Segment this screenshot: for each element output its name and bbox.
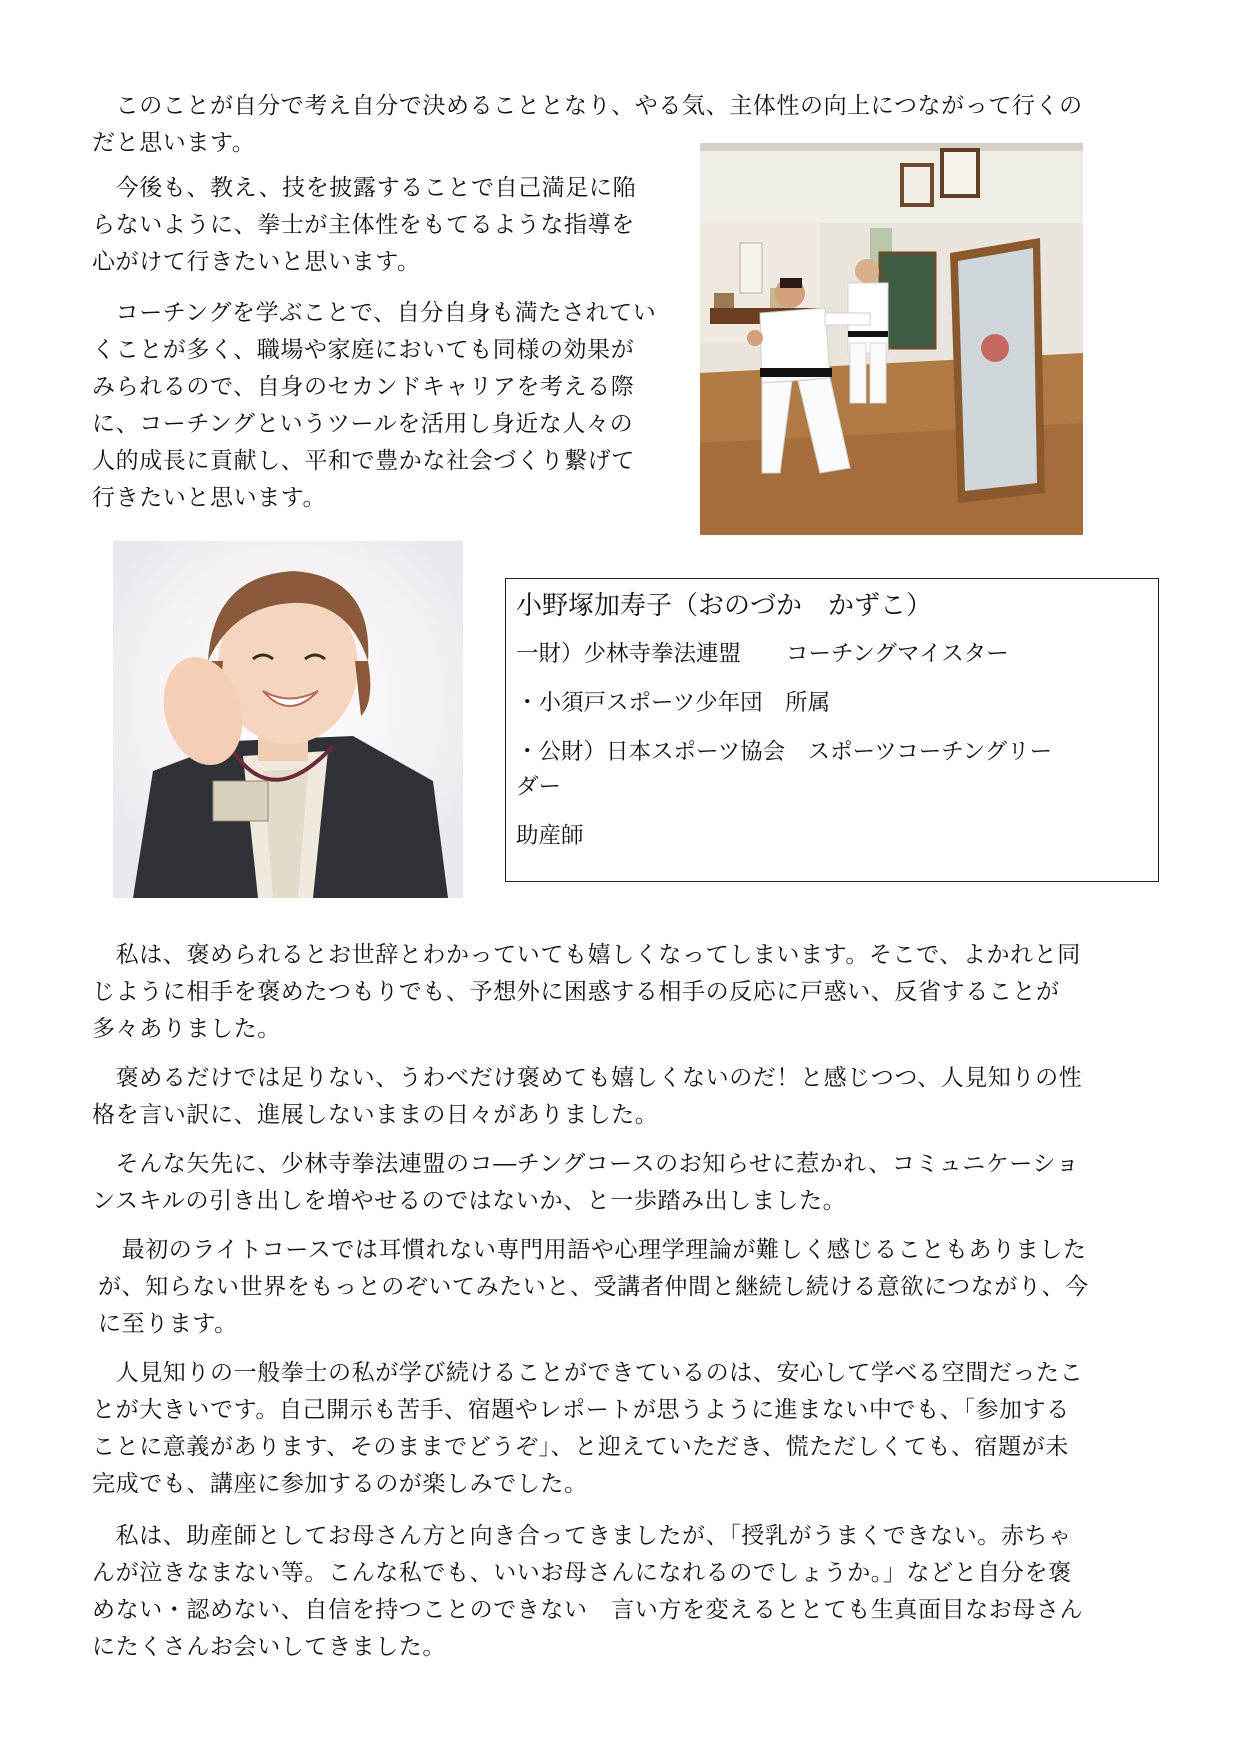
- profile-occupation: 助産師: [516, 823, 584, 849]
- text-line: 私は、助産師としてお母さん方と向き合ってきましたが、「授乳がうまくできない。赤ちゃ: [92, 1523, 1072, 1549]
- body-paragraph-6: [92, 1518, 1083, 1666]
- body-paragraph-1: [92, 937, 1081, 1048]
- text-line: 最初のライトコースでは耳慣れない専門用語や心理学理論が難しく感じることもありました: [98, 1237, 1087, 1263]
- text-line: にたくさんお会いしてきました。: [92, 1634, 446, 1660]
- profile-affiliation-2: ・小須戸スポーツ少年団 所属: [516, 690, 831, 716]
- text-line: らないように、拳士が主体性をもてるような指導を: [92, 212, 635, 238]
- text-line: んが泣きなまない等。こんな私でも、いいお母さんになれるのでしょうか。」などと自分を褒: [92, 1560, 1072, 1586]
- intro-paragraph-2: [92, 170, 636, 281]
- body-paragraph-5: [92, 1355, 1083, 1503]
- text-line: 完成でも、講座に参加するのが楽しみでした。: [92, 1471, 588, 1497]
- text-line: くことが多く、職場や家庭においても同様の効果が: [92, 337, 635, 363]
- text-line: 格を言い訳に、進展しないままの日々がありました。: [92, 1102, 659, 1128]
- text-line: みられるので、自身のセカンドキャリアを考える際: [92, 374, 635, 400]
- dojo-karate-photo: [700, 143, 1083, 535]
- profile-affiliation-3-cont: ダー: [516, 774, 562, 800]
- text-line: 今後も、教え、技を披露することで自己満足に陥: [92, 175, 637, 201]
- profile-affiliation-1: 一財）少林寺拳法連盟 コーチングマイスター: [516, 641, 1009, 667]
- text-line: 褒めるだけでは足りない、うわべだけ褒めても嬉しくないのだ！と感じつつ、人見知りの性: [92, 1065, 1083, 1091]
- text-line: 人的成長に貢献し、平和で豊かな社会づくり繋げて: [92, 448, 635, 474]
- text-line: そんな矢先に、少林寺拳法連盟のコ―チングコースのお知らせに惹かれ、コミュニケーショ: [92, 1151, 1080, 1177]
- text-line: が、知らない世界をもっとのぞいてみたいと、受講者仲間と継続し続ける意欲につながり、今: [98, 1274, 1089, 1300]
- profile-affiliation-3: ・公財）日本スポーツ協会 スポーツコーチングリー: [516, 739, 1053, 765]
- profile-box: [505, 578, 1159, 882]
- text-line: このことが自分で考え自分で決めることとなり、やる気、主体性の向上につながって行くの: [92, 93, 1083, 119]
- text-line: に、コーチングというツールを活用し身近な人々の: [92, 411, 634, 437]
- text-line: ンスキルの引き出しを増やせるのではないか、と一歩踏み出しました。: [92, 1188, 847, 1214]
- text-line: に至ります。: [98, 1311, 238, 1337]
- text-line: 人見知りの一般拳士の私が学び続けることができているのは、安心して学べる空間だったこ: [92, 1360, 1084, 1386]
- text-line: ことに意義があります、そのままでどうぞ」、と迎えていただき、慌ただしくても、宿題が未: [92, 1434, 1069, 1460]
- body-paragraph-3: [92, 1146, 1079, 1220]
- portrait-photo: [113, 541, 463, 898]
- text-line: とが大きいです。自己開示も苦手、宿題やレポートが思うように進まない中でも、「参加する: [92, 1397, 1070, 1423]
- profile-name: 小野塚加寿子（おのづか かずこ）: [516, 591, 933, 621]
- text-line: じように相手を褒めたつもりでも、予想外に困惑する相手の反応に戸惑い、反省することが: [92, 979, 1060, 1005]
- body-paragraph-2: [92, 1060, 1082, 1134]
- text-line: だと思います。: [92, 130, 256, 156]
- intro-paragraph-3: [92, 295, 656, 517]
- text-line: 心がけて行きたいと思います。: [92, 249, 421, 275]
- body-paragraph-4: [98, 1232, 1089, 1343]
- text-line: めない・認めない、自信を持つことのできない 言い方を変えるととても生真面目なお母さん: [92, 1597, 1084, 1623]
- text-line: 私は、褒められるとお世辞とわかっていても嬉しくなってしまいます。そこで、よかれと同: [92, 942, 1081, 968]
- text-line: コーチングを学ぶことで、自分自身も満たされてい: [92, 300, 657, 326]
- text-line: 多々ありました。: [92, 1016, 281, 1042]
- text-line: 行きたいと思います。: [92, 485, 327, 511]
